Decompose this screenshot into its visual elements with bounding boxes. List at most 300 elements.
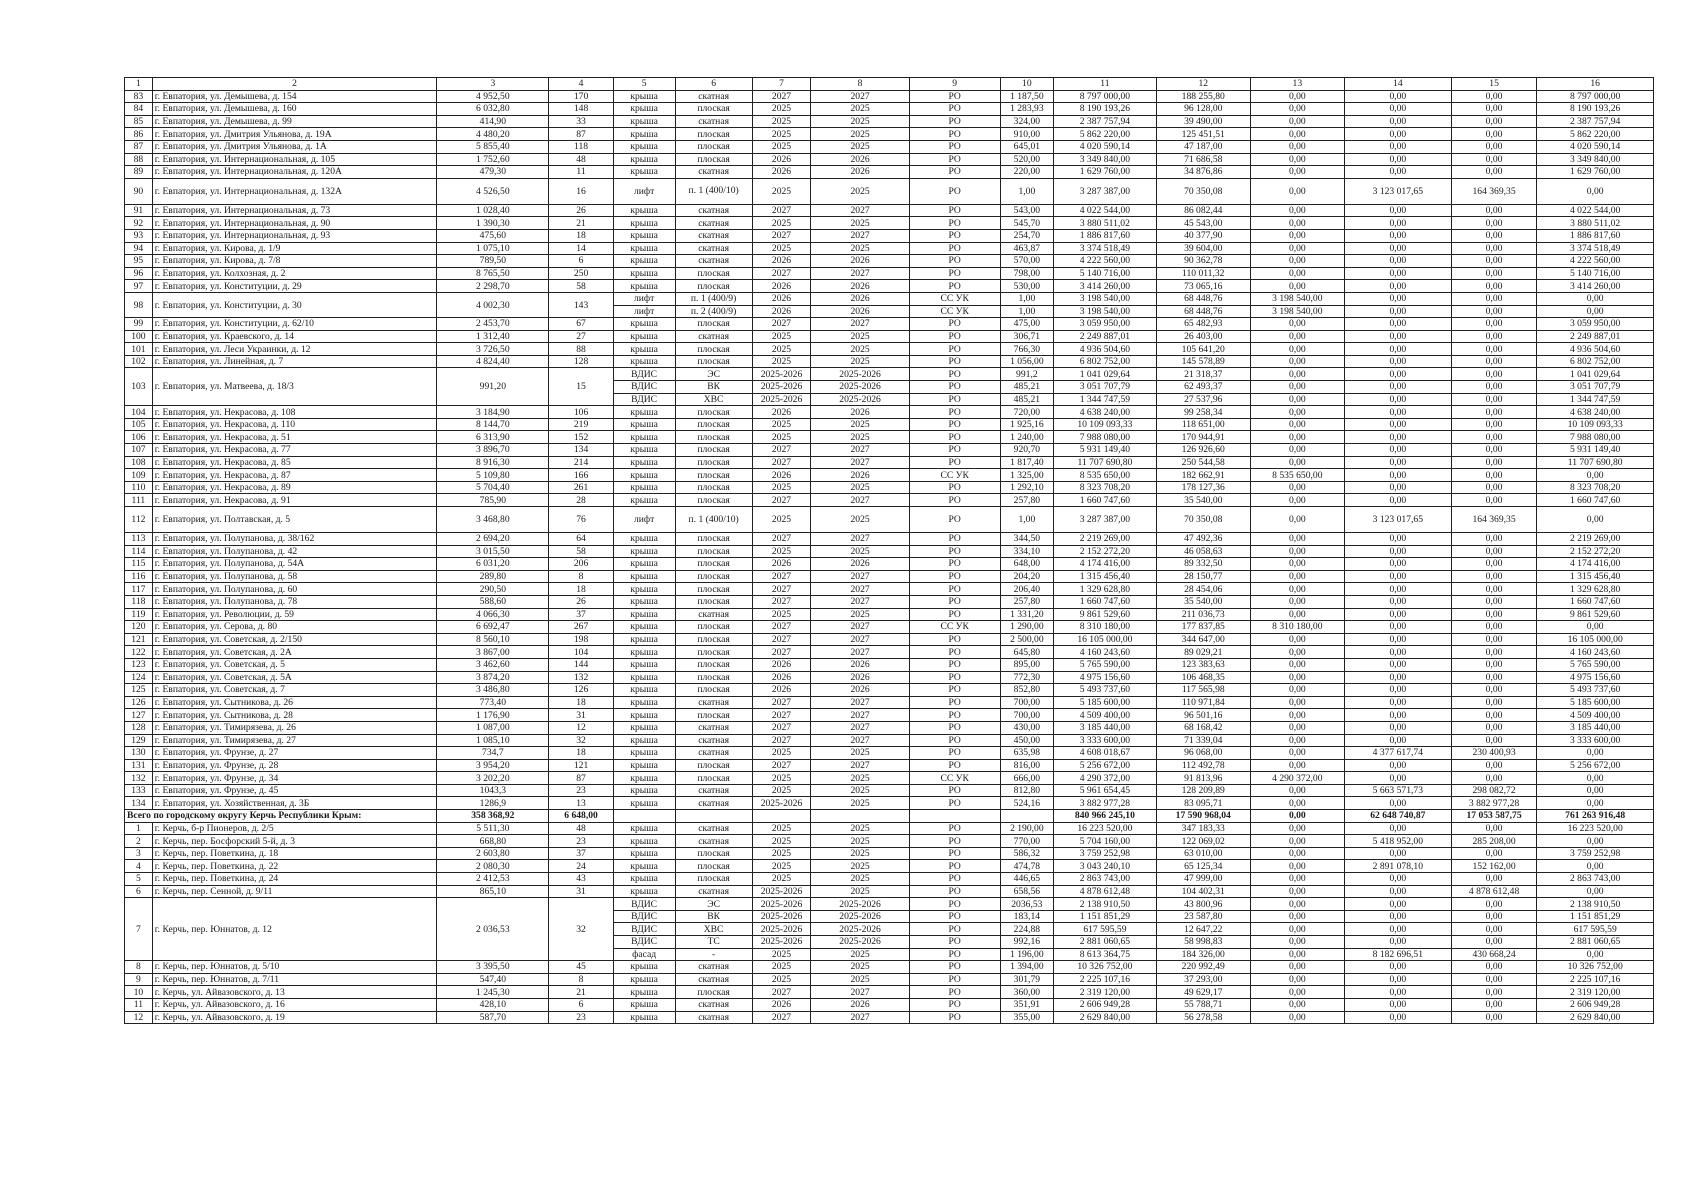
table-cell: 2025 [752,431,811,444]
table-cell: 0,00 [1451,103,1537,116]
table-cell: 119 [125,608,153,621]
table-cell: 0,00 [1451,368,1537,381]
table-cell: 1 075,10 [437,242,549,255]
table-cell: СС УК [909,305,1000,318]
table-cell: 4 160 243,60 [1537,646,1654,659]
table-row [125,406,1654,419]
table-cell: РО [909,608,1000,621]
table-cell: 90 362,78 [1156,255,1250,268]
table-row [125,545,1654,558]
table-cell: скатная [675,696,752,709]
table-cell: 250 544,58 [1156,456,1250,469]
table-row [125,860,1654,873]
address-cell: г. Евпатория, ул. Фрунзе, д. 28 [152,759,436,772]
table-cell: 21 [549,217,613,230]
table-cell: РО [909,684,1000,697]
table-cell: 2027 [811,1011,909,1024]
table-cell: 0,00 [1451,355,1537,368]
table-cell: скатная [675,885,752,898]
table-cell: 1 325,00 [1000,469,1053,482]
table-cell: 2025 [811,178,909,204]
table-cell: 0,00 [1250,721,1344,734]
table-cell: плоская [675,355,752,368]
address-cell: г. Евпатория, ул. Леси Украинки, д. 12 [152,343,436,356]
table-cell: РО [909,456,1000,469]
table-cell: 108 [125,456,153,469]
table-cell: п. 1 (400/10) [675,178,752,204]
table-row [125,721,1654,734]
address-cell: г. Евпатория, ул. Советская, д. 7 [152,684,436,697]
table-cell: 2025-2026 [811,381,909,394]
table-cell: 0,00 [1344,103,1451,116]
table-cell: 0,00 [1451,494,1537,507]
table-cell: крыша [613,998,675,1011]
table-row [125,784,1654,797]
table-cell: РО [909,784,1000,797]
table-cell: 131 [125,759,153,772]
table-cell: 26 [549,204,613,217]
table-cell: 0,00 [1250,90,1344,103]
table-cell: 2 500,00 [1000,633,1053,646]
table-cell: крыша [613,658,675,671]
table-cell: 0,00 [1344,481,1451,494]
address-cell: г. Евпатория, ул. Интернациональная, д. 73 [152,204,436,217]
table-cell: 8 323 708,20 [1054,481,1157,494]
table-cell: 0,00 [1451,481,1537,494]
table-cell: крыша [613,797,675,810]
table-cell: крыша [613,229,675,242]
table-cell: 2027 [811,456,909,469]
table-cell: скатная [675,721,752,734]
table-cell: 0,00 [1344,822,1451,835]
table-cell: 68 448,76 [1156,305,1250,318]
table-cell: 2025 [752,178,811,204]
table-cell: 2026 [752,166,811,179]
address-cell: г. Евпатория, ул. Кирова, д. 7/8 [152,255,436,268]
table-cell: 2027 [752,759,811,772]
table-cell: 2026 [752,305,811,318]
table-row [125,671,1654,684]
address-cell: г. Евпатория, ул. Советская, д. 5 [152,658,436,671]
table-cell: 2027 [811,444,909,457]
table-cell: 2026 [811,280,909,293]
table-cell: 109 [125,469,153,482]
table-cell: скатная [675,90,752,103]
table-cell: плоская [675,418,752,431]
table-row [125,684,1654,697]
table-cell: 184 326,00 [1156,948,1250,961]
table-row [125,709,1654,722]
table-cell: 3 043 240,10 [1054,860,1157,873]
table-cell: 4 509 400,00 [1537,709,1654,722]
table-row [125,204,1654,217]
table-cell: 5 493 737,60 [1054,684,1157,697]
table-cell: 110 971,84 [1156,696,1250,709]
table-cell: 0,00 [1537,621,1654,634]
table-row [125,847,1654,860]
table-cell: 87 [549,772,613,785]
table-cell: 5 704,40 [437,481,549,494]
table-cell: 645,80 [1000,646,1053,659]
table-cell: 0,00 [1250,570,1344,583]
table-cell: 0,00 [1344,759,1451,772]
table-cell: п. 1 (400/9) [675,292,752,305]
table-cell: ТС [675,936,752,949]
table-cell: 0,00 [1250,860,1344,873]
table-cell: 132 [125,772,153,785]
table-cell: 2026 [752,406,811,419]
table-cell: РО [909,90,1000,103]
table-cell: 545,70 [1000,217,1053,230]
table-cell: 570,00 [1000,255,1053,268]
table-cell: 86 [125,128,153,141]
table-cell: 0,00 [1344,355,1451,368]
table-cell: скатная [675,835,752,848]
table-cell: 0,00 [1250,910,1344,923]
table-cell: 106 [125,431,153,444]
table-cell: 3 349 840,00 [1537,153,1654,166]
table-cell: РО [909,948,1000,961]
table-cell: фасад [613,948,675,961]
table-cell: 2025 [752,822,811,835]
table-cell: 5 855,40 [437,140,549,153]
table-cell: 910,00 [1000,128,1053,141]
table-cell: 0,00 [1344,998,1451,1011]
table-cell: 3 882 977,28 [1451,797,1537,810]
table-cell: РО [909,986,1000,999]
table-cell: 0,00 [1250,558,1344,571]
table-cell: 2025-2026 [752,923,811,936]
table-cell: РО [909,533,1000,546]
table-cell: 414,90 [437,115,549,128]
table-cell: 93 [125,229,153,242]
table-cell: 772,30 [1000,671,1053,684]
table-cell: 183,14 [1000,910,1053,923]
table-cell: РО [909,595,1000,608]
table-cell: 0,00 [1344,658,1451,671]
table-cell: 1 290,00 [1000,621,1053,634]
table-cell: плоская [675,545,752,558]
table-cell: 2027 [811,621,909,634]
table-cell: 4 002,30 [437,292,549,317]
table-cell: 2026 [752,684,811,697]
table-cell: РО [909,368,1000,381]
table-cell: 2025 [752,418,811,431]
table-cell: 5 140 716,00 [1537,267,1654,280]
table-cell: 0,00 [1250,330,1344,343]
table-cell: 2025 [811,355,909,368]
table-cell: 2 629 840,00 [1537,1011,1654,1024]
table-cell: 0,00 [1344,570,1451,583]
table-cell: 0,00 [1451,115,1537,128]
table-cell: 2027 [752,1011,811,1024]
table-row [125,494,1654,507]
table-cell: плоская [675,646,752,659]
table-cell: 2025 [752,115,811,128]
table-cell: 0,00 [1250,998,1344,1011]
table-cell: 2027 [752,204,811,217]
table-cell: крыша [613,355,675,368]
address-cell: г. Евпатория, ул. Некрасова, д. 110 [152,418,436,431]
table-cell: ЭС [675,368,752,381]
table-cell: 0,00 [1250,797,1344,810]
table-cell: 0,00 [1250,381,1344,394]
table-cell: 1 329 628,80 [1054,583,1157,596]
table-cell: 2025 [752,784,811,797]
table-cell: 588,60 [437,595,549,608]
table-cell: 97 [125,280,153,293]
table-cell: 68 168,42 [1156,721,1250,734]
table-cell: 474,78 [1000,860,1053,873]
table-cell: 5 862 220,00 [1054,128,1157,141]
total-label: Всего по городскому округу Керчь Республики Крым: [125,810,437,823]
address-cell: г. Керчь, пер. Поветкина, д. 18 [152,847,436,860]
table-cell: 34 876,86 [1156,166,1250,179]
table-cell: 96 501,16 [1156,709,1250,722]
table-cell: 182 662,91 [1156,469,1250,482]
table-cell: 35 540,00 [1156,494,1250,507]
table-cell: 121 [549,759,613,772]
table-cell: ВДИС [613,910,675,923]
table-cell: 0,00 [1344,115,1451,128]
table-cell: 105 [125,418,153,431]
table-cell: 344,50 [1000,533,1053,546]
table-cell: 106 468,35 [1156,671,1250,684]
table-cell: 28 150,77 [1156,570,1250,583]
table-cell: 0,00 [1451,343,1537,356]
address-cell: г. Евпатория, ул. Фрунзе, д. 45 [152,784,436,797]
table-cell: 2025-2026 [752,910,811,923]
table-cell: крыша [613,684,675,697]
table-cell: 2 249 887,01 [1054,330,1157,343]
table-cell: 170 [549,90,613,103]
table-cell: 4 878 612,48 [1451,885,1537,898]
address-cell: г. Евпатория, ул. Полупанова, д. 38/162 [152,533,436,546]
table-cell: 106 [549,406,613,419]
total-cell [811,810,909,823]
table-cell: 4 975 156,60 [1537,671,1654,684]
table-cell: 2026 [811,671,909,684]
table-cell: 475,60 [437,229,549,242]
table-cell: крыша [613,608,675,621]
table-cell: 0,00 [1451,923,1537,936]
table-cell: 2027 [752,90,811,103]
table-cell: 0,00 [1344,973,1451,986]
table-cell: 0,00 [1451,822,1537,835]
table-cell: - [675,948,752,961]
table-cell: 0,00 [1344,204,1451,217]
table-cell: 8 765,50 [437,267,549,280]
table-cell: 2027 [811,734,909,747]
table-cell: 0,00 [1451,936,1537,949]
table-row [125,217,1654,230]
table-cell: 1 660 747,60 [1054,595,1157,608]
table-cell: 224,88 [1000,923,1053,936]
table-row [125,140,1654,153]
table-cell: плоская [675,759,752,772]
table-cell: 125 [125,684,153,697]
table-cell: 1 329 628,80 [1537,583,1654,596]
table-cell: крыша [613,406,675,419]
table-cell: 0,00 [1344,267,1451,280]
table-cell: 1 315 456,40 [1537,570,1654,583]
table-cell: 0,00 [1537,797,1654,810]
table-cell: 0,00 [1344,621,1451,634]
table-cell: 992,16 [1000,936,1053,949]
table-cell: 0,00 [1344,734,1451,747]
address-cell: г. Евпатория, ул. Сытникова, д. 28 [152,709,436,722]
table-cell: 11 [125,998,153,1011]
table-cell: плоская [675,456,752,469]
table-cell: 2026 [811,998,909,1011]
table-cell: 1 629 760,00 [1537,166,1654,179]
table-cell: 3 202,20 [437,772,549,785]
table-cell: крыша [613,217,675,230]
table-cell: 3 198 540,00 [1250,292,1344,305]
table-cell: 0,00 [1250,494,1344,507]
table-row [125,873,1654,886]
table-cell: крыша [613,860,675,873]
table-cell: 0,00 [1250,533,1344,546]
table-cell: 1 817,40 [1000,456,1053,469]
table-cell: 0,00 [1344,217,1451,230]
table-cell: 0,00 [1250,835,1344,848]
total-cell: 17 053 587,75 [1451,810,1537,823]
table-cell: 0,00 [1344,494,1451,507]
table-cell: 0,00 [1250,229,1344,242]
table-cell: 2025 [811,873,909,886]
table-cell: скатная [675,255,752,268]
table-cell: 2 249 887,01 [1537,330,1654,343]
table-cell: плоская [675,140,752,153]
table-cell: 112 [125,507,153,533]
table-cell: плоская [675,658,752,671]
table-cell: 0,00 [1344,343,1451,356]
table-cell: 2025 [752,103,811,116]
table-cell: 2025 [811,747,909,760]
table-cell: РО [909,507,1000,533]
table-cell: РО [909,797,1000,810]
table-cell: плоская [675,153,752,166]
table-cell: 0,00 [1451,759,1537,772]
table-cell: 785,90 [437,494,549,507]
table-cell: 2027 [811,986,909,999]
table-cell: 347 183,33 [1156,822,1250,835]
table-cell: 2025 [811,961,909,974]
table-row [125,646,1654,659]
table-cell: 63 010,00 [1156,847,1250,860]
table-cell: 122 069,02 [1156,835,1250,848]
table-cell: плоская [675,633,752,646]
address-cell: г. Керчь, б-р Пионеров, д. 2/5 [152,822,436,835]
table-cell: 23 [549,835,613,848]
table-row [125,280,1654,293]
table-cell: 127 [125,709,153,722]
table-cell: плоская [675,343,752,356]
table-cell: 28 [549,494,613,507]
table-cell: 2027 [811,318,909,331]
table-cell: 178 127,36 [1156,481,1250,494]
table-cell: 18 [549,696,613,709]
table-cell: 85 [125,115,153,128]
table-cell: 107 [125,444,153,457]
table-cell: 2025 [811,847,909,860]
table-cell: 32 [549,898,613,961]
table-cell: 865,10 [437,885,549,898]
table-row [125,128,1654,141]
table-cell: 8 916,30 [437,456,549,469]
table-cell: плоская [675,671,752,684]
table-cell: 2 219 269,00 [1537,533,1654,546]
table-cell: 0,00 [1344,583,1451,596]
table-cell: 0,00 [1537,305,1654,318]
table-cell: РО [909,759,1000,772]
table-cell: 11 707 690,80 [1537,456,1654,469]
table-row [125,229,1654,242]
address-cell: г. Евпатория, ул. Серова, д. 80 [152,621,436,634]
table-cell: 39 490,00 [1156,115,1250,128]
table-cell: 0,00 [1344,418,1451,431]
table-cell: 100 [125,330,153,343]
table-cell: 1 176,90 [437,709,549,722]
table-cell: 658,56 [1000,885,1053,898]
table-cell: плоская [675,583,752,596]
address-cell: г. Керчь, ул. Айвазовского, д. 13 [152,986,436,999]
table-cell: 5 862 220,00 [1537,128,1654,141]
table-cell: 91 813,96 [1156,772,1250,785]
table-cell: 0,00 [1451,318,1537,331]
table-cell: 3 726,50 [437,343,549,356]
table-cell: 2025-2026 [811,923,909,936]
table-cell: 0,00 [1250,595,1344,608]
table-cell: 3 349 840,00 [1054,153,1157,166]
table-cell: 1 041 029,64 [1054,368,1157,381]
table-cell: 2026 [752,558,811,571]
table-cell: 2027 [811,90,909,103]
table-row [125,633,1654,646]
table-cell: 3 198 540,00 [1250,305,1344,318]
table-cell: РО [909,406,1000,419]
table-cell: РО [909,381,1000,394]
table-cell: 152 162,00 [1451,860,1537,873]
table-cell: ВДИС [613,923,675,936]
table-cell: 47 492,36 [1156,533,1250,546]
table-cell: крыша [613,456,675,469]
table-row [125,507,1654,533]
table-cell: 306,71 [1000,330,1053,343]
total-row [125,810,1654,823]
table-cell: 49 629,17 [1156,986,1250,999]
table-cell: 0,00 [1250,140,1344,153]
table-cell: 1 292,10 [1000,481,1053,494]
table-row [125,998,1654,1011]
table-cell: 2025 [752,747,811,760]
table-cell: 1,00 [1000,292,1053,305]
total-cell [909,810,1000,823]
table-cell: 89 332,50 [1156,558,1250,571]
table-cell: 8 535 650,00 [1250,469,1344,482]
table-cell: 8 190 193,26 [1537,103,1654,116]
table-cell: крыша [613,318,675,331]
table-cell: 37 293,00 [1156,973,1250,986]
table-cell: РО [909,936,1000,949]
table-cell: 8 [549,973,613,986]
table-cell: 4 222 560,00 [1054,255,1157,268]
table-cell: 220 992,49 [1156,961,1250,974]
table-cell: 8 [125,961,153,974]
table-cell: 2027 [752,734,811,747]
table-cell: лифт [613,507,675,533]
